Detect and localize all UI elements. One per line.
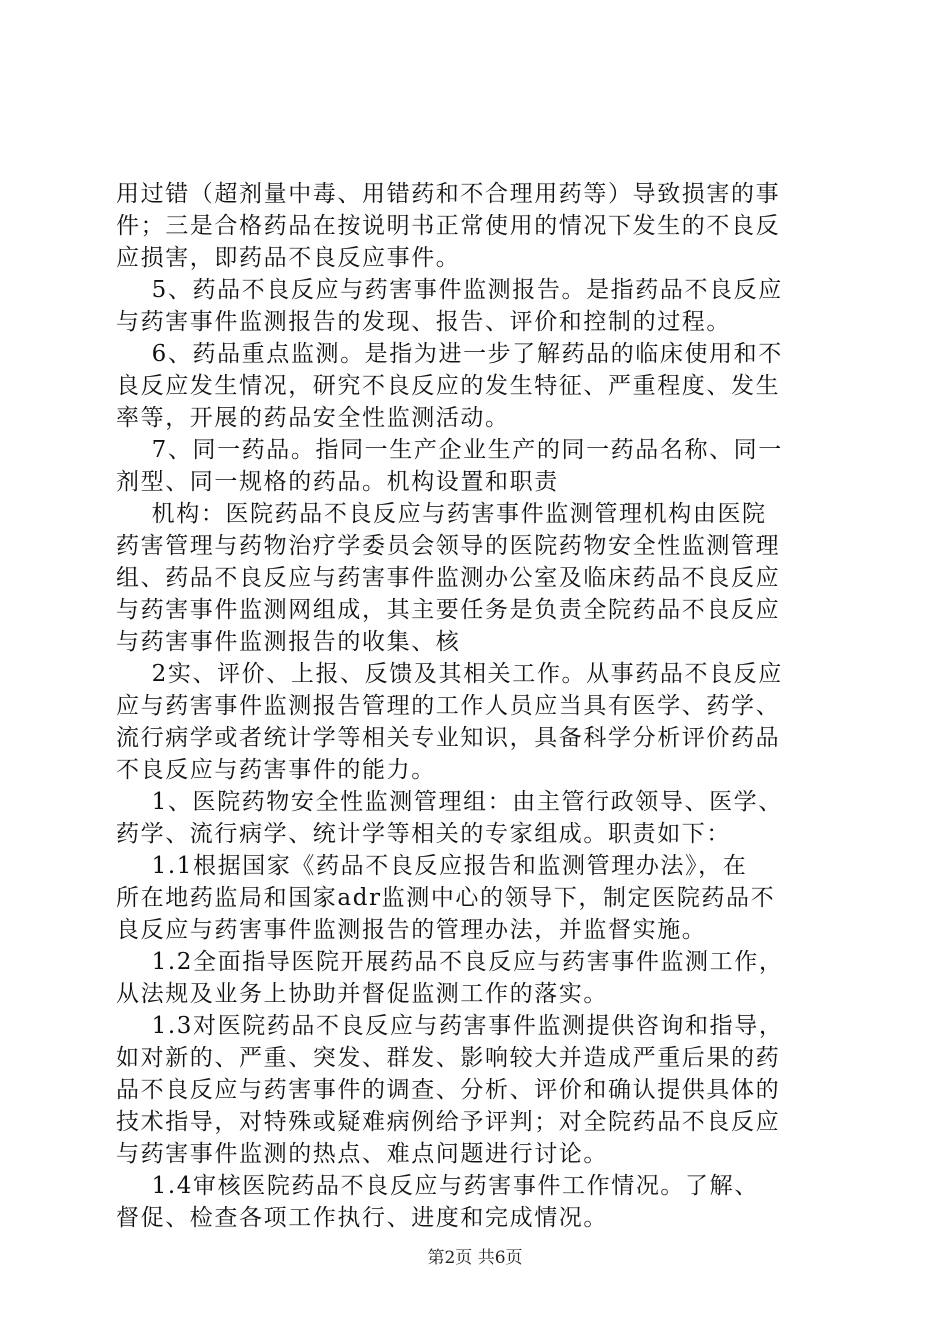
text-line: 6、药品重点监测。是指为进一步了解药品的临床使用和不 xyxy=(116,341,783,367)
text-line: 药害管理与药物治疗学委员会领导的医院药物安全性监测管理 xyxy=(116,533,781,559)
text-line: 品不良反应与药害事件的调查、分析、评价和确认提供具体的 xyxy=(116,1077,781,1103)
text-line: 率等，开展的药品安全性监测活动。 xyxy=(116,405,510,431)
text-line: 技术指导，对特殊或疑难病例给予评判；对全院药品不良反应 xyxy=(116,1109,781,1135)
text-line: 督促、检查各项工作执行、进度和完成情况。 xyxy=(116,1205,608,1231)
text-line: 如对新的、严重、突发、群发、影响较大并造成严重后果的药 xyxy=(116,1045,781,1071)
text-line: 药学、流行病学、统计学等相关的专家组成。职责如下： xyxy=(116,821,731,847)
page-footer: 第2页 共6页 xyxy=(427,1248,523,1268)
text-line: 不良反应与药害事件的能力。 xyxy=(116,757,436,783)
text-line: 与药害事件监测网组成，其主要任务是负责全院药品不良反应 xyxy=(116,597,781,623)
document-body xyxy=(116,178,836,1234)
text-line: 7、同一药品。指同一生产企业生产的同一药品名称、同一 xyxy=(116,437,783,463)
text-line: 1.1根据国家《药品不良反应报告和监测管理办法》，在 xyxy=(116,853,748,879)
text-line: 所在地药监局和国家adr监测中心的领导下，制定医院药品不 xyxy=(116,885,776,911)
text-line: 与药害事件监测报告的发现、报告、评价和控制的过程。 xyxy=(116,309,731,335)
text-line: 2实、评价、上报、反馈及其相关工作。从事药品不良反应 xyxy=(116,661,783,687)
text-line: 应损害，即药品不良反应事件。 xyxy=(116,245,461,271)
text-line: 与药害事件监测的热点、难点问题进行讨论。 xyxy=(116,1141,608,1167)
text-line: 5、药品不良反应与药害事件监测报告。是指药品不良反应 xyxy=(116,277,783,303)
text-line: 组、药品不良反应与药害事件监测办公室及临床药品不良反应 xyxy=(116,565,781,591)
text-line: 1.4审核医院药品不良反应与药害事件工作情况。了解、 xyxy=(116,1173,759,1199)
text-line: 用过错（超剂量中毒、用错药和不合理用药等）导致损害的事 xyxy=(116,181,781,207)
text-line: 1.3对医院药品不良反应与药害事件监测提供咨询和指导， xyxy=(116,1013,784,1039)
text-line: 应与药害事件监测报告管理的工作人员应当具有医学、药学、 xyxy=(116,693,781,719)
text-line: 剂型、同一规格的药品。机构设置和职责 xyxy=(116,469,559,495)
text-line: 良反应与药害事件监测报告的管理办法，并监督实施。 xyxy=(116,917,707,943)
text-line: 流行病学或者统计学等相关专业知识，具备科学分析评价药品 xyxy=(116,725,781,751)
text-line: 件；三是合格药品在按说明书正常使用的情况下发生的不良反 xyxy=(116,213,781,239)
text-line: 良反应发生情况，研究不良反应的发生特征、严重程度、发生 xyxy=(116,373,781,399)
text-line: 与药害事件监测报告的收集、核 xyxy=(116,629,461,655)
text-line: 1.2全面指导医院开展药品不良反应与药害事件监测工作， xyxy=(116,949,784,975)
text-line: 1、医院药物安全性监测管理组：由主管行政领导、医学、 xyxy=(116,789,783,815)
text-line: 机构：医院药品不良反应与药害事件监测管理机构由医院 xyxy=(116,501,767,527)
text-line: 从法规及业务上协助并督促监测工作的落实。 xyxy=(116,981,608,1007)
